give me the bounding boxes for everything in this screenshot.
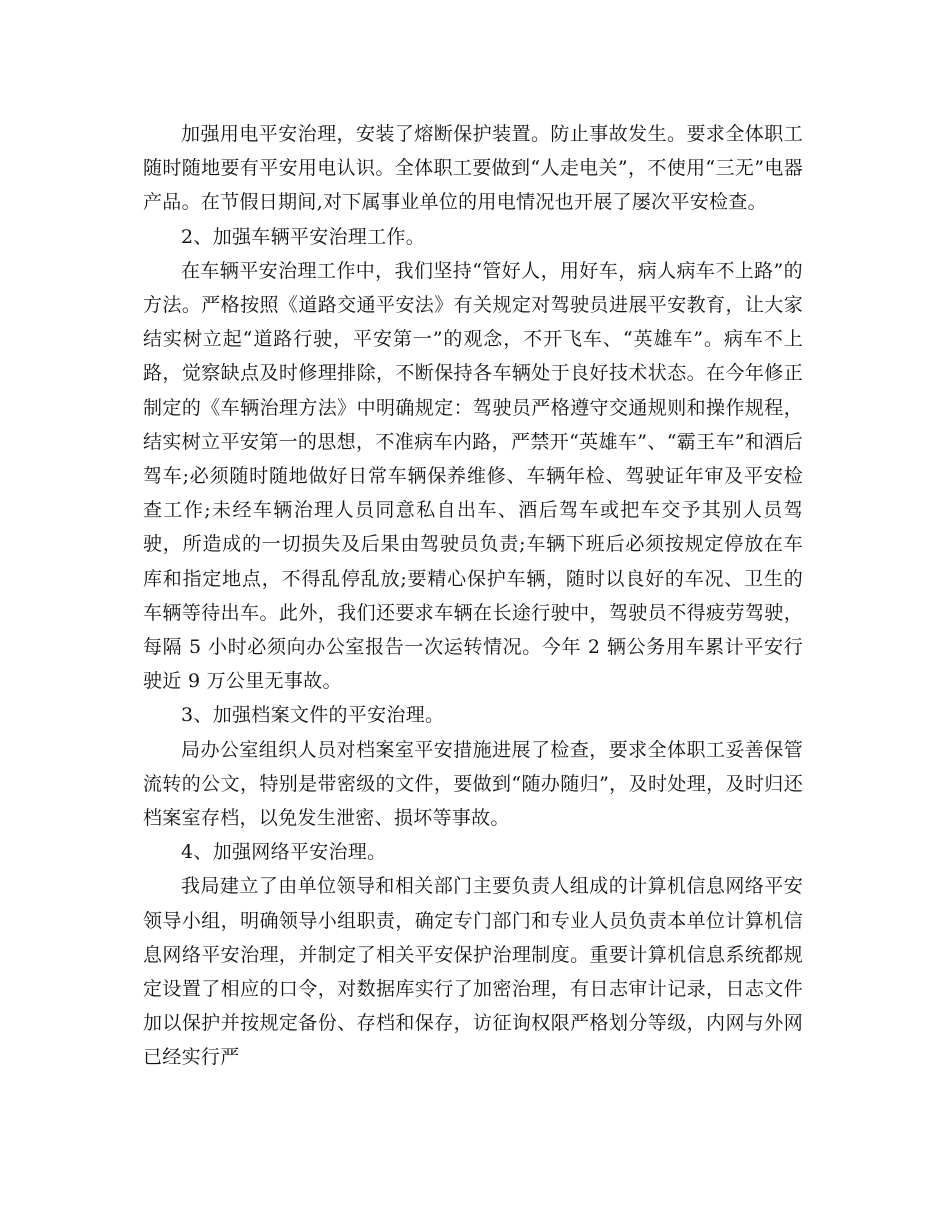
heading-archive-safety: 3、加强档案文件的平安治理。 [181,704,445,727]
document-body [143,117,803,1075]
paragraph-electrical-safety: 加强用电平安治理，安装了熔断保护装置。防止事故发生。要求全体职工随时随地要有平安用电认识。全体职工要做到“人走电关”，不使用“三无”电器产品。在节假日期间,对下属事业单位的用电情况也开展了屡次平安检查。 [143,123,803,214]
paragraph-archive-safety: 局办公室组织人员对档案室平安措施进展了检查，要求全体职工妥善保管流转的公文，特别是带密级的文件，要做到“随办随归”，及时处理，及时归还档案室存档，以免发生泄密、损坏等事故。 [143,738,803,830]
paragraph-vehicle-safety: 在车辆平安治理工作中，我们坚持“管好人，用好车，病人病车不上路”的方法。严格按照《道路交通平安法》有关规定对驾驶员进展平安教育，让大家结实树立起“道路行驶，平安第一”的观念，不开飞车、“英雄车”。病车不上路，觉察缺点及时修理排除，不断保持各车辆处于良好技术状态。在今年修正制定的《车辆治理方法》中明确规定：驾驶员严格遵守交通规则和操作规程，结实树立平安第一的思想，不准病车内路，严禁开“英雄车”、“霸王车”和酒后驾车;必须随时随地做好日常车辆保养维修、车辆年检、驾驶证年审及平安检查工作;未经车辆治理人员同意私自出车、酒后驾车或把车交予其别人员驾驶，所造成的一切损失及后果由驾驶员负责;车辆下班后必须按规定停放在车库和指定地点，不得乱停乱放;要精心保护车辆，随时以良好的车况、卫生的车辆等待出车。此外，我们还要求车辆在长途行驶中，驾驶员不得疲劳驾驶，每隔 5 小时必须向办公室报告一次运转情况。今年 2 辆公务用车累计平安行驶近 9 万公里无事故。 [143,259,803,693]
heading-vehicle-safety: 2、加强车辆平安治理工作。 [181,225,425,248]
heading-network-safety: 4、加强网络平安治理。 [181,841,387,864]
paragraph-network-safety: 我局建立了由单位领导和相关部门主要负责人组成的计算机信息网络平安领导小组，明确领导小组职责，确定专门部门和专业人员负责本单位计算机信息网络平安治理，并制定了相关平安保护治理制度。重要计算机信息系统都规定设置了相应的口令，对数据库实行了加密治理，有日志审计记录，日志文件加以保护并按规定备份、存档和保存，访征询权限严格划分等级，内网与外网已经实行严 [143,875,803,1069]
